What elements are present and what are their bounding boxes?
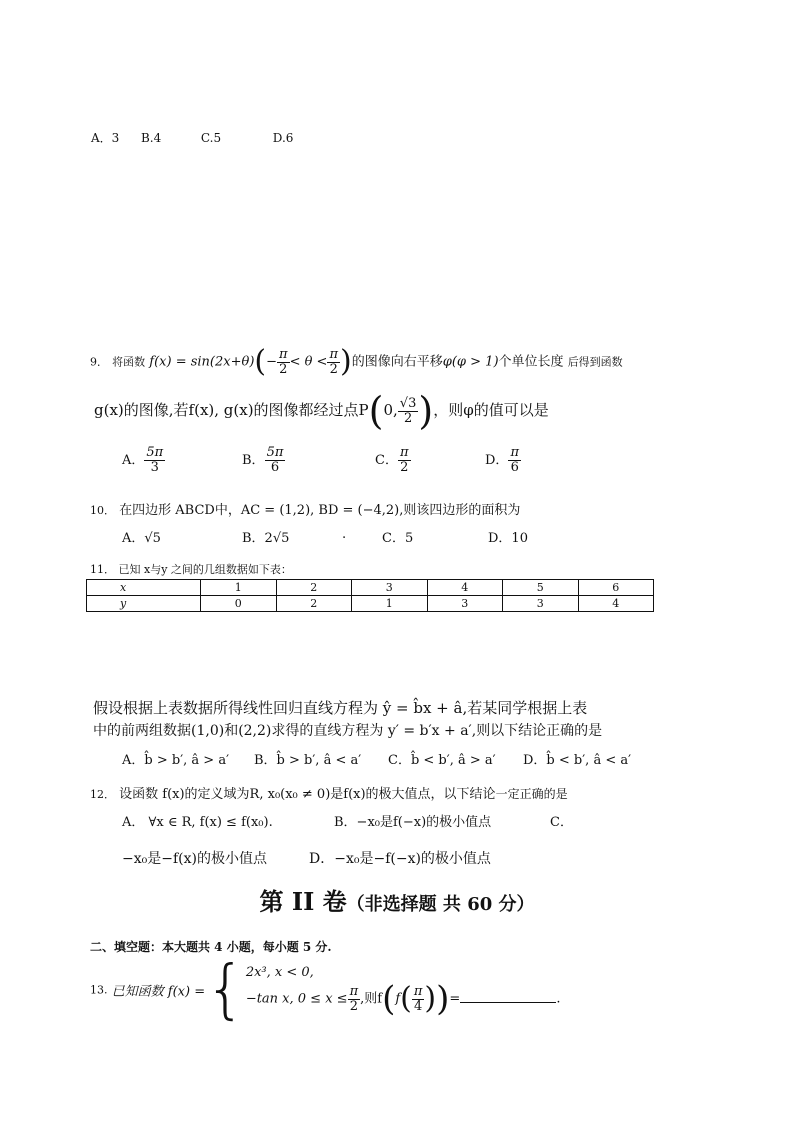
q11-option-c: C．b̂ < b′, â > a′ bbox=[388, 753, 496, 768]
table-cell: 6 bbox=[578, 580, 654, 596]
q12-line1: 设函数 f(x)的定义域为R, x₀(x₀ ≠ 0)是f(x)的极大值点，以下结论 bbox=[119, 787, 496, 802]
q9-line2 bbox=[94, 389, 549, 433]
q12-option-d: D．−x₀是−f(−x)的极小值点 bbox=[309, 851, 491, 867]
q12-option-a: A． ∀x ∈ R, f(x) ≤ f(x₀). bbox=[122, 815, 273, 830]
q10-dot: . bbox=[342, 527, 347, 542]
q9-number: 9． bbox=[90, 355, 108, 369]
q8-option-d: D.6 bbox=[272, 131, 294, 145]
q11-option-b: B．b̂ > b′, â < a′ bbox=[254, 753, 362, 768]
q9-line2b: ，则φ的值可以是 bbox=[433, 401, 549, 419]
q13-tail: 则f bbox=[364, 991, 383, 1007]
q9-option-b: B． $\frac{5\pi}{6}$ bbox=[242, 445, 284, 475]
q10-stem bbox=[90, 499, 520, 518]
q11-option-d: D．b̂ < b′, â < a′ bbox=[523, 753, 632, 768]
q9-open-paren: ( bbox=[254, 344, 267, 379]
part-ii-title: 第 II 卷 bbox=[259, 887, 347, 916]
table-cell: 3 bbox=[427, 596, 503, 612]
q12-option-b: B．−x₀是f(−x)的极小值点 bbox=[334, 815, 492, 830]
q9-tail2: 后得到函数 bbox=[567, 355, 623, 369]
q9-function: f(x) = sin(2x+θ) bbox=[149, 354, 255, 370]
q12-option-c-label: C． bbox=[550, 815, 573, 830]
q10-text: 在四边形 ABCD中，AC = (1,2), BD = (−4,2),则该四边形的面积为 bbox=[119, 503, 521, 518]
q13-answer-blank[interactable] bbox=[460, 990, 556, 1003]
table-cell: 1 bbox=[201, 580, 277, 596]
q8-option-b: B.4 bbox=[140, 131, 162, 145]
q11-option-a: A．b̂ > b′, â > a′ bbox=[122, 753, 230, 768]
q8-options bbox=[91, 129, 293, 146]
table-cell: 5 bbox=[503, 580, 579, 596]
q11-data-table bbox=[86, 579, 654, 612]
q9-fraction-pi-2b: $\frac{\pi}{2}$ bbox=[329, 346, 339, 377]
table-cell: 3 bbox=[503, 596, 579, 612]
table-header-x: x bbox=[87, 580, 201, 596]
q13-case2-row: −tan x, 0 ≤ x ≤ $\frac{\pi}{2}$ ,则f(f( $\frac{\pi}{4}$ ))= . bbox=[245, 979, 561, 1020]
q11-number: 11． bbox=[90, 563, 115, 576]
part-ii-heading bbox=[0, 882, 794, 917]
q10-option-b: B．2√5 bbox=[242, 531, 290, 546]
q12-line1b: 一定正确的是 bbox=[495, 787, 568, 801]
q9-option-c: C． $\frac{\pi}{2}$ bbox=[375, 445, 409, 475]
q9-point-close: ) bbox=[418, 389, 434, 433]
q9-point-open: ( bbox=[368, 389, 384, 433]
q13 bbox=[90, 953, 561, 1027]
table-cell: 2 bbox=[276, 580, 352, 596]
table-cell: 1 bbox=[352, 596, 428, 612]
q11-stem bbox=[90, 561, 292, 577]
q10-option-a: A．√5 bbox=[122, 531, 161, 546]
q9-fraction-sqrt3-2: $\frac{√3}{2}$ bbox=[399, 395, 417, 426]
q9-minus: − bbox=[266, 354, 278, 370]
part-ii-subtitle: （非选择题 共 60 分） bbox=[346, 894, 535, 915]
q9-option-d: D． $\frac{\pi}{6}$ bbox=[485, 445, 519, 475]
q9-point-zero: 0, bbox=[383, 401, 398, 419]
table-cell: 4 bbox=[427, 580, 503, 596]
q13-case1: 2x³, x < 0, bbox=[245, 964, 314, 980]
q9-close-paren: ) bbox=[340, 344, 352, 379]
q9-fraction-pi-2a: $\frac{\pi}{2}$ bbox=[279, 346, 288, 377]
q12-option-c-text: −x₀是−f(x)的极小值点 bbox=[122, 851, 267, 867]
q11-line1: 假设根据上表数据所得线性回归直线方程为 ŷ = b̂x + â,若某同学根据上表 bbox=[93, 699, 588, 717]
q12-stem bbox=[90, 783, 568, 802]
q8-option-c: C.5 bbox=[200, 131, 222, 145]
q13-brace: { bbox=[205, 953, 246, 1027]
q9-tail: 个单位长度 bbox=[498, 354, 564, 370]
q8-option-a: A．3 bbox=[91, 131, 120, 145]
q13-cases bbox=[245, 964, 561, 1020]
q10-option-c: C．5 bbox=[382, 531, 414, 546]
q13-number: 13. bbox=[90, 983, 108, 997]
q10-option-d: D．10 bbox=[488, 531, 528, 546]
table-cell: 2 bbox=[276, 596, 352, 612]
table-row bbox=[87, 580, 654, 596]
section-fill-in-blank: 二、填空题：本大题共 4 小题，每小题 5 分. bbox=[90, 940, 332, 954]
q9-phi-condition: φ(φ > 1) bbox=[442, 354, 499, 370]
q10-number: 10． bbox=[90, 504, 115, 517]
q11-text: 已知 x与y 之间的几组数据如下表： bbox=[118, 563, 292, 576]
q9-option-a: A． $\frac{5\pi}{3}$ bbox=[122, 445, 164, 475]
table-header-y: y bbox=[87, 596, 201, 612]
q9-mid: 的图像向右平移 bbox=[351, 354, 443, 370]
q13-prefix: 已知函数 f(x) = bbox=[111, 984, 206, 1000]
q9-prefix: 将函数 bbox=[112, 355, 146, 369]
q9-line2a: g(x)的图像,若f(x), g(x)的图像都经过点P bbox=[94, 401, 369, 419]
q9-line1 bbox=[90, 344, 623, 379]
table-cell: 3 bbox=[352, 580, 428, 596]
q12-number: 12． bbox=[90, 788, 115, 801]
q9-theta-range: < θ < bbox=[289, 354, 328, 370]
table-cell: 4 bbox=[578, 596, 654, 612]
table-row bbox=[87, 596, 654, 612]
table-cell: 0 bbox=[201, 596, 277, 612]
q11-line2: 中的前两组数据(1,0)和(2,2)求得的直线方程为 y′ = b′x + a′,则以下结论正确的是 bbox=[93, 723, 603, 739]
